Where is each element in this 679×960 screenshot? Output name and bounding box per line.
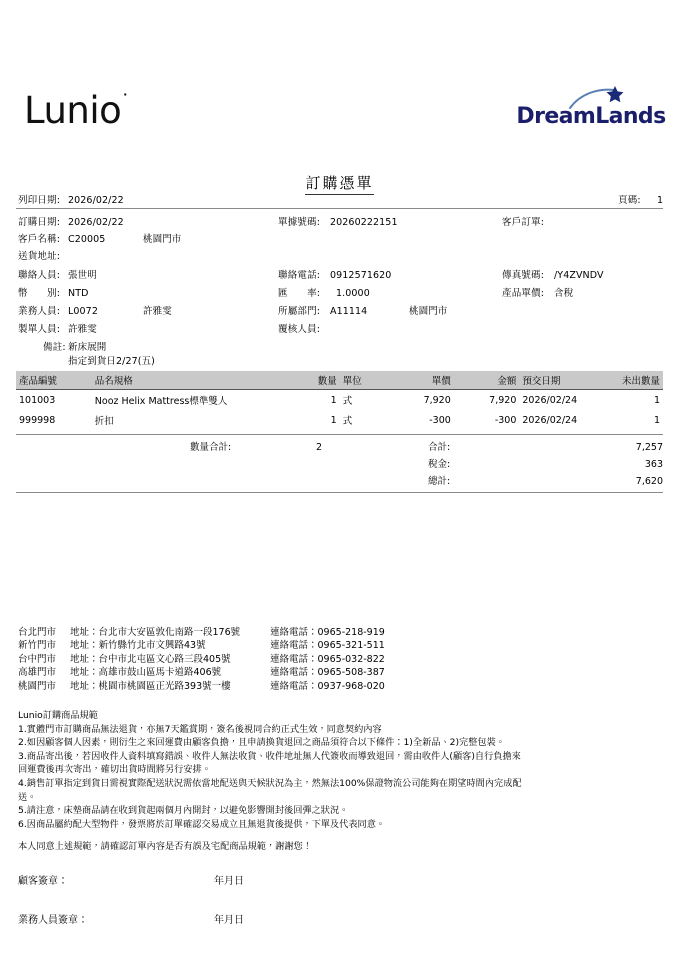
cell-product-name: 折扣 <box>94 416 114 427</box>
store-address-label: 地址： <box>70 627 99 638</box>
order-date-value: 2026/02/22 <box>68 217 124 228</box>
document-number-value: 20260222151 <box>330 217 398 228</box>
cell-due-date: 2026/02/24 <box>522 394 578 406</box>
subtotal-label: 合計: <box>428 442 451 453</box>
customer-signature-date[interactable] <box>214 872 244 887</box>
customer-signature-label: 顧客簽章： <box>18 876 68 887</box>
cell-product-code: 999998 <box>19 414 56 426</box>
store-address: 台中市北屯區文心路三段405號 <box>98 653 231 665</box>
store-row <box>18 653 385 666</box>
store-name: 台中門市 <box>18 653 57 665</box>
store-tel: 0965-508-387 <box>317 667 385 679</box>
store-name: 高雄門市 <box>18 667 57 679</box>
col-header-product-name: 品名規格 <box>92 371 293 390</box>
sales-sign-year: 年 <box>214 915 224 926</box>
store-name: 桃園門市 <box>18 680 57 692</box>
store-address: 桃園市桃園區正光路393號一樓 <box>98 680 231 692</box>
dreamlands-logo <box>516 86 666 138</box>
terms-and-conditions <box>18 709 663 854</box>
department-name: 桃園門市 <box>409 306 448 317</box>
customer-name-label: 客戶名稱: <box>18 234 61 245</box>
order-date-label: 訂購日期: <box>18 217 61 228</box>
terms-spacer <box>18 831 663 840</box>
subtotal-value: 7,257 <box>635 442 663 453</box>
sales-person-label: 業務人員: <box>18 306 61 317</box>
sales-person-code: L0072 <box>68 306 98 317</box>
cell-unit: 式 <box>342 416 353 427</box>
shipping-address-label: 送貨地址: <box>18 251 61 262</box>
totals-bottom-divider <box>16 492 663 493</box>
store-row <box>18 680 385 693</box>
col-header-due-date: 預交日期 <box>519 371 594 390</box>
sales-person-name: 許雅雯 <box>143 306 172 317</box>
order-items-table <box>16 371 663 430</box>
store-tel-label: 連絡電話： <box>270 653 318 665</box>
customer-code-value: C20005 <box>68 234 106 245</box>
sales-sign-month: 月 <box>224 915 234 926</box>
sales-sign-day: 日 <box>234 915 244 926</box>
exchange-rate-value: 1.0000 <box>336 288 370 299</box>
page-number-value: 1 <box>657 195 664 206</box>
quantity-total-value: 2 <box>316 442 323 453</box>
customer-po-label: 客戶訂單: <box>502 217 545 228</box>
col-header-unit: 單位 <box>340 371 381 390</box>
col-header-product-code: 產品編號 <box>16 371 92 390</box>
header-divider-top <box>16 208 663 209</box>
terms-closing: 本人同意上述規範，請確認訂單內容是否有誤及宅配商品規範，謝謝您！ <box>18 841 312 853</box>
store-name: 台北門市 <box>18 627 57 638</box>
store-address-label: 地址： <box>70 667 99 679</box>
cell-unit-price: -300 <box>429 414 451 426</box>
grand-total-value: 7,620 <box>635 476 663 487</box>
terms-item: 3.商品寄出後，若因收件人資料填寫錯誤、收件人無法收貨、收件地址無人代簽收而導致退回，需由收件人(顧客)自行負擔來 <box>18 750 521 762</box>
cell-quantity: 1 <box>330 394 337 406</box>
product-unit-price-label: 產品單價: <box>502 288 545 299</box>
cell-outstanding: 1 <box>653 394 660 406</box>
store-list <box>18 626 385 693</box>
sales-signature-date[interactable] <box>214 911 244 926</box>
order-maker-label: 製單人員: <box>18 324 61 335</box>
store-address: 新竹縣竹北市文興路43號 <box>98 640 206 652</box>
store-tel: 0965-218-919 <box>317 627 385 638</box>
print-date-label: 列印日期: <box>18 195 61 206</box>
terms-item: 送。 <box>18 791 37 803</box>
cell-product-code: 101003 <box>19 394 56 406</box>
store-address-label: 地址： <box>70 680 99 692</box>
customer-sign-year: 年 <box>214 876 224 887</box>
document-number-label: 單據號碼: <box>278 217 321 228</box>
store-tel: 0937-968-020 <box>317 680 385 692</box>
table-header-row <box>16 371 663 390</box>
cell-unit: 式 <box>342 396 353 407</box>
contact-person-label: 聯絡人員: <box>18 270 61 281</box>
col-header-amount: 金額 <box>454 371 520 390</box>
terms-item: 回運費後再次寄出，確切出貨時間將另行安排。 <box>18 764 211 776</box>
customer-sign-month: 月 <box>224 876 234 887</box>
terms-item: 2.如因顧客個人因素，則衍生之來回運費由顧客負擔，且申請換貨退回之商品須符合以下條件：1)全新品、2)完整包裝。 <box>18 737 505 749</box>
quantity-total-label: 數量合計: <box>190 442 232 453</box>
store-tel-label: 連絡電話： <box>270 640 318 652</box>
col-header-outstanding: 未出數量 <box>595 371 663 390</box>
page-title-text: 訂購憑單 <box>305 174 373 195</box>
tax-label: 稅金: <box>428 459 451 470</box>
store-tel-label: 連絡電話： <box>270 680 318 692</box>
fax-number-label: 傳真號碼: <box>502 270 545 281</box>
cell-unit-price: 7,920 <box>423 394 451 406</box>
lunio-logo <box>24 89 130 132</box>
cell-due-date: 2026/02/24 <box>522 414 578 426</box>
lunio-logo-text: Lunio <box>24 89 122 132</box>
order-maker-value: 許雅雯 <box>68 324 97 335</box>
terms-item: 1.實體門市訂購商品無法退貨，亦無7天鑑賞期，簽名後視同合約正式生效，同意契約內容 <box>18 723 382 735</box>
page-title <box>0 172 679 193</box>
store-row <box>18 666 385 679</box>
store-address: 高雄市鼓山區馬卡道路406號 <box>98 667 222 679</box>
store-tel: 0965-032-822 <box>317 653 385 665</box>
cell-amount: 7,920 <box>489 394 517 406</box>
store-row <box>18 639 385 652</box>
department-label: 所屬部門: <box>278 306 321 317</box>
currency-label: 幣 別: <box>18 288 61 299</box>
currency-value: NTD <box>68 288 89 299</box>
contact-person-value: 張世明 <box>68 270 97 281</box>
reviewer-label: 覆核人員: <box>278 324 321 335</box>
contact-phone-value: 0912571620 <box>330 270 392 281</box>
cell-amount: -300 <box>494 414 517 426</box>
store-row <box>18 626 385 639</box>
remark-line-2: 指定到貨日2/27(五) <box>68 356 155 367</box>
customer-sign-day: 日 <box>234 876 244 887</box>
store-tel-label: 連絡電話： <box>270 627 318 638</box>
store-tel-label: 連絡電話： <box>270 667 318 679</box>
print-date-value: 2026/02/22 <box>68 195 124 206</box>
store-address-label: 地址： <box>70 640 99 652</box>
department-code: A11114 <box>330 306 368 317</box>
exchange-rate-label: 匯 率: <box>278 288 321 299</box>
col-header-unit-price: 單價 <box>381 371 454 390</box>
table-bottom-divider <box>16 434 663 435</box>
cell-outstanding: 1 <box>653 414 660 426</box>
terms-item: 4.銷售訂單指定到貨日需視實際配送狀況需依當地配送與天候狀況為主，然無法100%保證物流公司能夠在期望時間內完成配 <box>18 777 522 789</box>
page-number-label: 頁碼: <box>618 195 641 206</box>
cell-product-name: Nooz Helix Mattress標準雙人 <box>94 396 228 407</box>
tax-value: 363 <box>644 459 663 470</box>
store-name: 新竹門市 <box>18 640 57 652</box>
terms-heading: Lunio訂購商品規範 <box>18 710 98 721</box>
terms-item: 6.因商品屬約配大型物件，發票將於訂單確認交易成立且無退貨後提供，下單及代表同意。 <box>18 818 386 830</box>
dreamlands-logo-text: DreamLands <box>516 104 666 129</box>
table-row <box>16 410 663 430</box>
product-unit-price-value: 含稅 <box>554 288 574 299</box>
lunio-logo-tick: ˙ <box>120 90 130 114</box>
remark-line-1: 新床展開 <box>68 342 107 353</box>
contact-phone-label: 聯絡電話: <box>278 270 321 281</box>
remark-label: 備註: <box>43 342 66 353</box>
terms-item: 5.請注意，床墊商品請在收到貨起兩個月內開封，以避免影響開封後回彈之狀況。 <box>18 805 349 817</box>
col-header-quantity: 數量 <box>293 371 340 390</box>
customer-name-value: 桃園門市 <box>143 234 182 245</box>
sales-signature-label: 業務人員簽章： <box>18 915 88 926</box>
store-tel: 0965-321-511 <box>317 640 385 652</box>
grand-total-label: 總計: <box>428 476 451 487</box>
store-address-label: 地址： <box>70 653 99 665</box>
cell-quantity: 1 <box>330 414 337 426</box>
fax-number-value: /Y4ZVNDV <box>554 270 604 281</box>
store-address: 台北市大安區敦化南路一段176號 <box>98 627 241 638</box>
table-row <box>16 390 663 411</box>
